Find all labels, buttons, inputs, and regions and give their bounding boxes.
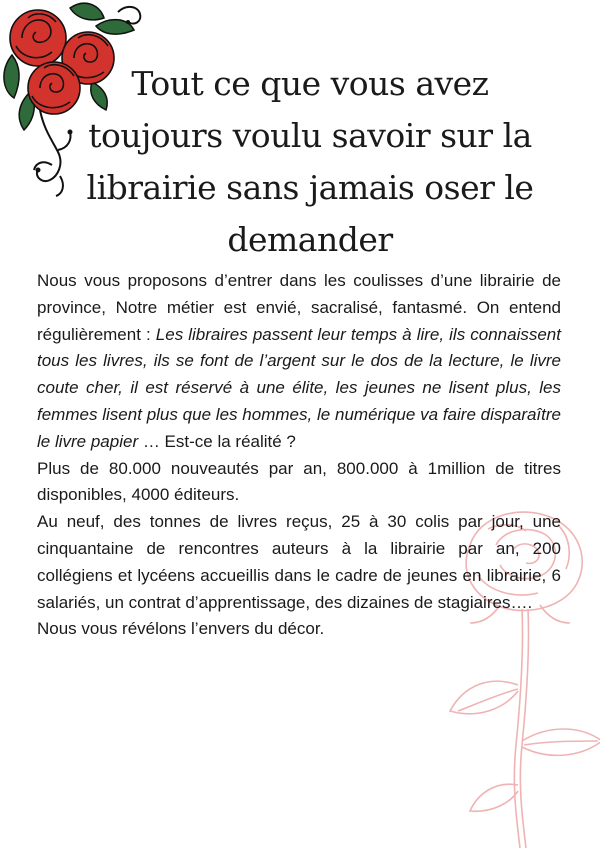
libraire-quote: Les libraires passent leur temps à lire, ils connaissent tous les livres, ils se font de l’argent sur le dos de la lecture, le livre coute cher, il est réservé à une élite, les jeunes ne lisent plus, les femmes lisent plus que les hommes, le numérique va faire disparaître le livre papier <box>37 324 561 451</box>
intro-lead: Nous vous proposons d’entrer dans les coulisses d’une librairie de province, Notre métier est envié, sacralisé, fantasmé. On entend régulièrement : <box>37 271 561 344</box>
page-title <box>60 58 560 266</box>
body-text <box>37 268 561 643</box>
closing-line: Nous vous révélons l’envers du décor. <box>37 619 325 639</box>
title-line: Tout ce que vous avez <box>131 64 489 103</box>
title-line: demander <box>227 220 393 259</box>
title-line: toujours voulu savoir sur la <box>88 116 532 155</box>
intro-paragraph <box>37 268 561 456</box>
intro-question: … Est-ce la réalité ? <box>138 431 296 451</box>
daily-life-paragraph: Au neuf, des tonnes de livres reçus, 25 à 30 colis par jour, une cinquantaine de rencontres auteurs à la librairie par an, 200 collégiens et lycéens accueillis dans le cadre de jeunes en librairie, 6 salariés, un contrat d’apprentissage, des dizaines de stagiaires…. <box>37 512 561 612</box>
stats-paragraph: Plus de 80.000 nouveautés par an, 800.000 à 1million de titres disponibles, 4000 éditeurs. <box>37 458 561 505</box>
title-line: librairie sans jamais oser le <box>86 168 534 207</box>
